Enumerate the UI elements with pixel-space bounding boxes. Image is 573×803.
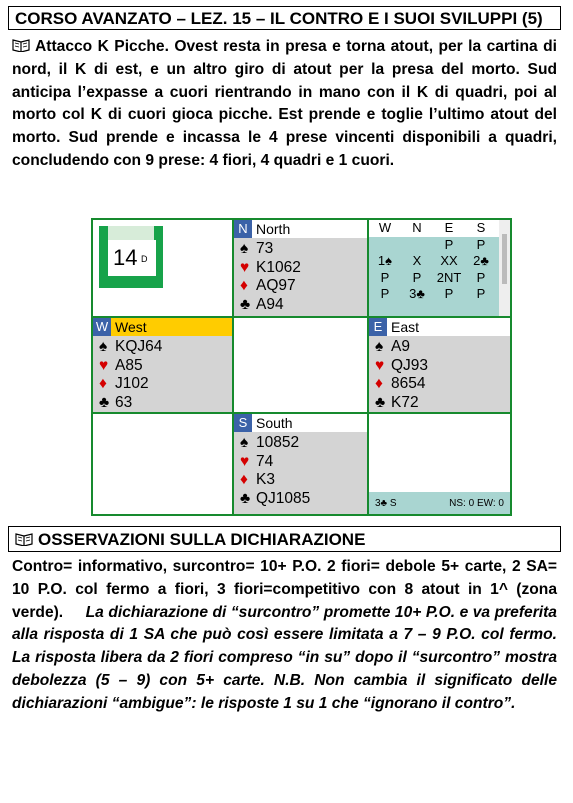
- bidding-table: [369, 220, 499, 316]
- club-icon: ♣: [375, 393, 386, 411]
- board-number-box: [108, 240, 156, 276]
- scrollbar-thumb[interactable]: [502, 234, 507, 284]
- south-spades: ♠ 10852: [240, 434, 300, 451]
- spade-icon: ♠: [240, 240, 249, 257]
- south-cards: [234, 432, 367, 514]
- north-name: North: [256, 221, 291, 237]
- intro-paragraph: [12, 36, 557, 173]
- north-diamonds: ♦ AQ97: [240, 277, 296, 294]
- north-hearts: ♥ K1062: [240, 258, 301, 276]
- bidding-cell: [367, 218, 512, 318]
- club-icon: ♣: [240, 295, 251, 313]
- vulnerability-shade: [108, 226, 154, 240]
- south-name: South: [256, 415, 293, 431]
- east-name: East: [391, 319, 420, 335]
- empty-cell: [91, 412, 234, 516]
- north-header: [234, 220, 367, 238]
- east-header: [369, 318, 510, 336]
- south-hand: [232, 412, 369, 516]
- bidding-scrollbar[interactable]: [499, 220, 510, 316]
- spade-icon: ♠: [375, 338, 384, 355]
- observations-plain: Contro= informativo, surcontro= 10+ P.O. 2 fiori= debole 5+ carte, 2 SA= 10 P.O. col fermo a fiori, 3 fiori=competitivo con 8 atout in 1^ (zona verde).: [12, 558, 557, 621]
- open-book-icon: [12, 37, 30, 51]
- east-cards: [369, 336, 510, 412]
- diamond-icon: ♦: [99, 375, 107, 392]
- west-seat-tag: W: [93, 318, 111, 336]
- lesson-title: [8, 6, 561, 30]
- diamond-icon: ♦: [240, 471, 248, 488]
- west-name: West: [115, 319, 147, 335]
- table-center: [232, 316, 369, 414]
- observations-italic: La dichiarazione di “surcontro” promette 10+ P.O. e va preferita alla risposta di 1 SA che può così essere limitata a 7 – 9 P.O. col fermo. La risposta libera da 2 fiori compreso “in su” dopo il “surcontro” mostra debolezza (5 – 9) con 5+ carte. N.B. Non cambia il significato delle dichiarazioni “ambigue”: le risposte 1 su 1 che “ignorano il contro”.: [12, 603, 557, 712]
- south-hearts: ♥ 74: [240, 452, 274, 470]
- contract: 3♣ S: [375, 497, 397, 509]
- vulnerability-indicator: [99, 226, 163, 288]
- north-seat-tag: N: [234, 220, 252, 238]
- south-clubs: ♣ QJ1085: [240, 489, 311, 507]
- south-seat-tag: S: [234, 414, 252, 432]
- open-book-icon: [15, 528, 33, 542]
- bidding-row: 1♠ X XX 2♣: [377, 253, 489, 268]
- east-clubs: ♣ K72: [375, 393, 419, 411]
- west-diamonds: ♦ J102: [99, 375, 149, 392]
- diamond-icon: ♦: [375, 375, 383, 392]
- board-number: 14: [113, 245, 138, 270]
- north-clubs: ♣ A94: [240, 295, 284, 313]
- east-hand: [367, 316, 512, 414]
- north-hand: [232, 218, 369, 318]
- west-clubs: ♣ 63: [99, 393, 133, 411]
- spade-icon: ♠: [240, 434, 249, 451]
- result-cell: [367, 412, 512, 516]
- bidding-header: W N E S: [369, 220, 499, 237]
- observations-paragraph: [12, 556, 557, 716]
- bidding-row: P P 2NT P: [380, 269, 486, 285]
- diamond-icon: ♦: [240, 277, 248, 294]
- bidding-row: P 3♣ P P: [380, 286, 486, 301]
- heart-icon: ♥: [240, 258, 250, 276]
- result-bar: [369, 492, 510, 514]
- dealer-letter: D: [141, 254, 148, 264]
- heart-icon: ♥: [240, 452, 250, 470]
- north-cards: [234, 238, 367, 316]
- south-diamonds: ♦ K3: [240, 471, 275, 488]
- west-hearts: ♥ A85: [99, 356, 143, 374]
- board-number-cell: [93, 220, 234, 318]
- west-hand: [91, 316, 234, 414]
- south-header: [234, 414, 367, 432]
- east-diamonds: ♦ 8654: [375, 375, 426, 392]
- section-heading-text: OSSERVAZIONI SULLA DICHIARAZIONE: [38, 530, 366, 549]
- bridge-deal-diagram: [91, 218, 512, 516]
- heart-icon: ♥: [99, 356, 109, 374]
- east-hearts: ♥ QJ93: [375, 356, 429, 374]
- lesson-title-text: CORSO AVANZATO – LEZ. 15 – IL CONTRO E I SUOI SVILUPPI (5): [15, 9, 543, 28]
- west-cards: [93, 336, 232, 412]
- west-header: [93, 318, 232, 336]
- north-spades: ♠ 73: [240, 240, 274, 257]
- intro-text: Attacco K Picche. Ovest resta in presa e torna atout, per la cartina di nord, il K di est, e un altro giro di atout per la presa del morto. Sud anticipa l’expasse a cuori rientrando in mano con il K di quadri, poi al morto col K di cuori gioca picche. Est prende e toglie l’ultimo atout del morto. Sud prende e incassa le 4 prese vincenti disponibili a quadri, concludendo con 9 prese: 4 fiori, 4 quadri e 1 cuori.: [12, 38, 557, 169]
- club-icon: ♣: [240, 489, 251, 507]
- west-spades: ♠ KQJ64: [99, 338, 163, 355]
- bidding-row: P P: [444, 236, 486, 252]
- east-spades: ♠ A9: [375, 338, 410, 355]
- spade-icon: ♠: [99, 338, 108, 355]
- heart-icon: ♥: [375, 356, 385, 374]
- east-seat-tag: E: [369, 318, 387, 336]
- score: NS: 0 EW: 0: [449, 497, 504, 509]
- club-icon: ♣: [99, 393, 110, 411]
- section-heading: [8, 526, 561, 552]
